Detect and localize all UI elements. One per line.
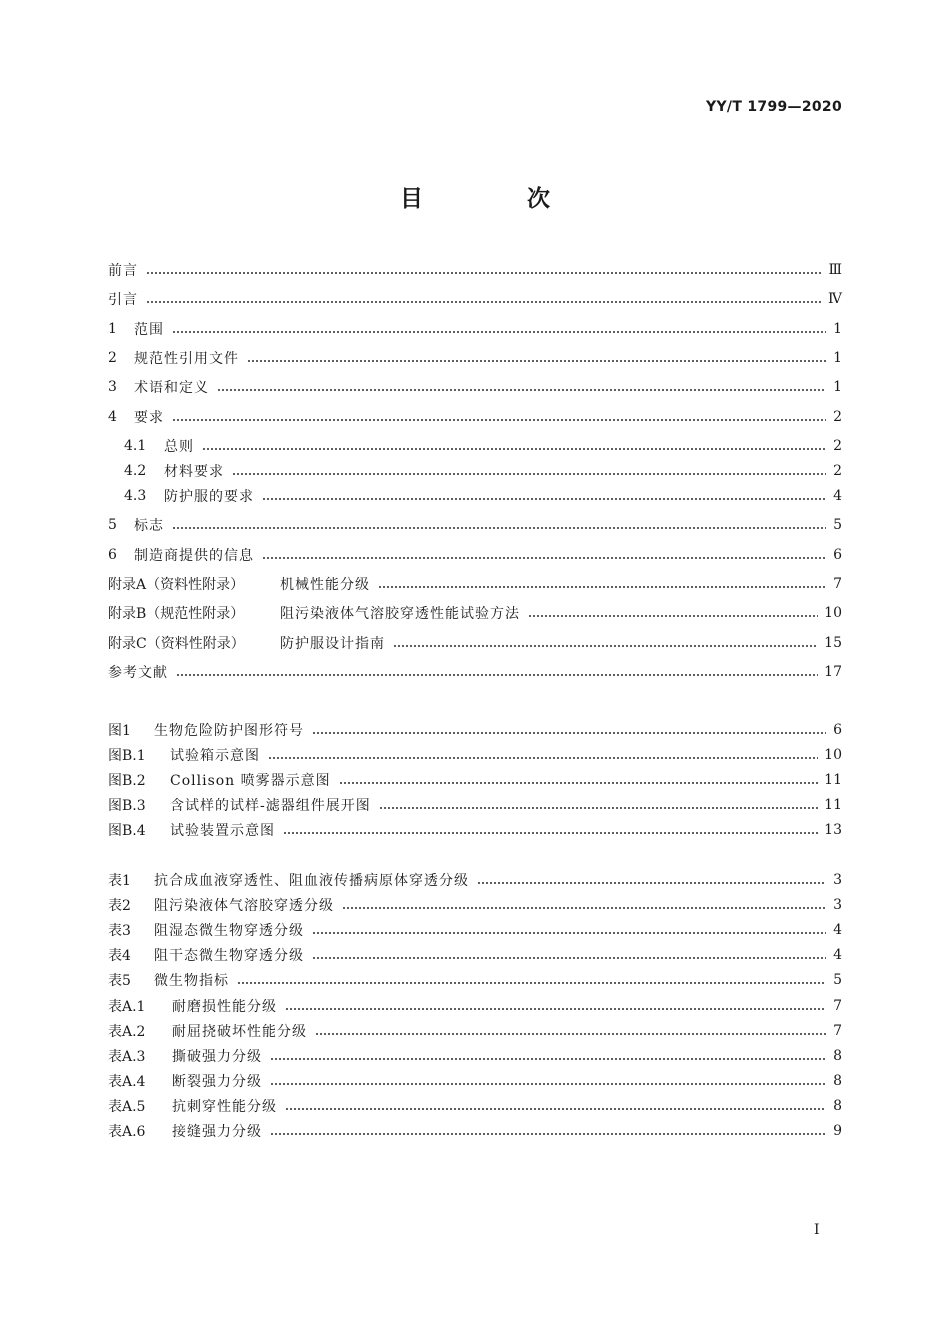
figure-label: 生物危险防护图形符号 (154, 723, 304, 739)
page-title: 目 次 (399, 186, 598, 212)
table-page: 5 (833, 972, 842, 988)
table-num: 表A.5 (108, 1099, 146, 1115)
toc-num: 4.2 (124, 463, 147, 479)
table-entry[interactable] (108, 869, 842, 891)
leader-dots (342, 907, 826, 909)
leader-dots (262, 557, 826, 559)
leader-dots (247, 360, 826, 362)
figure-page: 11 (824, 797, 842, 813)
toc-entry-4[interactable] (108, 406, 842, 428)
standard-code: YY/T 1799—2020 (706, 99, 842, 115)
toc-label: 范围 (134, 322, 164, 338)
table-label: 阻污染液体气溶胶穿透分级 (154, 898, 334, 914)
toc-page: 6 (833, 547, 842, 563)
table-page: 4 (833, 922, 842, 938)
toc-entry-4-3[interactable] (124, 485, 842, 507)
leader-dots (339, 782, 819, 784)
toc-page: 2 (833, 409, 842, 425)
figure-label: 含试样的试样-滤器组件展开图 (170, 798, 371, 814)
leader-dots (176, 674, 818, 676)
toc-label: 阻污染液体气溶胶穿透性能试验方法 (280, 606, 520, 622)
leader-dots (237, 982, 826, 984)
leader-dots (477, 882, 826, 884)
figure-page: 13 (824, 822, 842, 838)
toc-page: 5 (833, 517, 842, 533)
toc-page: 2 (833, 438, 842, 454)
toc-page: 1 (833, 321, 842, 337)
figure-page: 6 (833, 722, 842, 738)
figure-entry[interactable] (108, 769, 842, 791)
toc-page: 17 (824, 664, 842, 680)
toc-entry-bibliography[interactable] (108, 661, 842, 683)
leader-dots (232, 473, 826, 475)
table-num: 表5 (108, 973, 131, 989)
figure-entry[interactable] (108, 794, 842, 816)
toc-page: 15 (824, 635, 842, 651)
toc-entry-1[interactable] (108, 318, 842, 340)
figure-label: Collison 喷雾器示意图 (170, 773, 331, 789)
table-num: 表A.3 (108, 1049, 146, 1065)
toc-entry-preface[interactable] (108, 259, 842, 281)
toc-label: 术语和定义 (134, 380, 209, 396)
leader-dots (285, 1108, 826, 1110)
toc-entry-annex-c[interactable] (108, 632, 842, 654)
table-num: 表A.2 (108, 1024, 146, 1040)
figure-num: 图B.1 (108, 748, 146, 764)
table-entry[interactable] (108, 944, 842, 966)
leader-dots (217, 389, 826, 391)
table-label: 抗合成血液穿透性、阻血液传播病原体穿透分级 (154, 873, 469, 889)
leader-dots (312, 957, 826, 959)
table-label: 阻湿态微生物穿透分级 (154, 923, 304, 939)
figure-num: 图B.4 (108, 823, 146, 839)
table-page: 7 (833, 998, 842, 1014)
toc-label: 机械性能分级 (280, 577, 370, 593)
figure-entry[interactable] (108, 744, 842, 766)
leader-dots (146, 301, 822, 303)
toc-page: 7 (833, 576, 842, 592)
leader-dots (528, 615, 818, 617)
leader-dots (172, 419, 826, 421)
toc-label: 引言 (108, 292, 138, 308)
table-entry[interactable] (108, 969, 842, 991)
toc-label: 参考文献 (108, 665, 168, 681)
table-num: 表3 (108, 923, 131, 939)
leader-dots (270, 1083, 826, 1085)
figure-entry[interactable] (108, 819, 842, 841)
toc-page: 10 (824, 605, 842, 621)
table-entry[interactable] (108, 894, 842, 916)
toc-num: 4.1 (124, 438, 147, 454)
table-num: 表A.1 (108, 999, 146, 1015)
toc-entry-annex-a[interactable] (108, 573, 842, 595)
toc-page: Ⅲ (828, 262, 842, 278)
leader-dots (378, 586, 826, 588)
table-page: 3 (833, 872, 842, 888)
toc-page: 2 (833, 463, 842, 479)
toc-num: 附录C（资料性附录） (108, 636, 245, 652)
toc-label: 材料要求 (164, 464, 224, 480)
table-entry[interactable] (108, 1070, 842, 1092)
figure-label: 试验装置示意图 (170, 823, 275, 839)
toc-page: 4 (833, 488, 842, 504)
toc-num: 3 (108, 379, 117, 395)
toc-label: 前言 (108, 263, 138, 279)
leader-dots (202, 448, 826, 450)
leader-dots (379, 807, 818, 809)
toc-entry-2[interactable] (108, 347, 842, 369)
toc-page: 1 (833, 379, 842, 395)
leader-dots (270, 1058, 826, 1060)
table-label: 抗刺穿性能分级 (172, 1099, 277, 1115)
toc-num: 1 (108, 321, 117, 337)
leader-dots (270, 1133, 826, 1135)
leader-dots (146, 272, 822, 274)
table-label: 微生物指标 (154, 973, 229, 989)
table-entry[interactable] (108, 919, 842, 941)
toc-num: 6 (108, 547, 117, 563)
footer-page-number: I (814, 1222, 820, 1238)
table-num: 表2 (108, 898, 131, 914)
figure-num: 图1 (108, 723, 131, 739)
toc-label: 防护服的要求 (164, 489, 254, 505)
table-num: 表1 (108, 873, 131, 889)
figure-num: 图B.3 (108, 798, 146, 814)
toc-entry-4-2[interactable] (124, 460, 842, 482)
table-page: 8 (833, 1073, 842, 1089)
toc-label: 要求 (134, 410, 164, 426)
toc-label: 防护服设计指南 (280, 636, 385, 652)
toc-num: 4.3 (124, 488, 147, 504)
table-page: 8 (833, 1048, 842, 1064)
leader-dots (283, 832, 818, 834)
table-label: 耐屈挠破坏性能分级 (172, 1024, 307, 1040)
table-page: 9 (833, 1123, 842, 1139)
toc-label: 制造商提供的信息 (134, 548, 254, 564)
table-entry[interactable] (108, 995, 842, 1017)
toc-entry-introduction[interactable] (108, 288, 842, 310)
leader-dots (393, 645, 818, 647)
figure-entry[interactable] (108, 719, 842, 741)
table-page: 4 (833, 947, 842, 963)
leader-dots (172, 527, 826, 529)
toc-entry-annex-b[interactable] (108, 602, 842, 624)
toc-num: 附录B（规范性附录） (108, 606, 245, 622)
table-num: 表A.6 (108, 1124, 146, 1140)
leader-dots (312, 732, 826, 734)
toc-label: 总则 (164, 439, 194, 455)
figure-page: 10 (824, 747, 842, 763)
leader-dots (312, 932, 826, 934)
toc-label: 标志 (134, 518, 164, 534)
table-entry[interactable] (108, 1020, 842, 1042)
table-label: 耐磨损性能分级 (172, 999, 277, 1015)
leader-dots (262, 498, 826, 500)
table-num: 表4 (108, 948, 131, 964)
leader-dots (172, 331, 826, 333)
toc-page: 1 (833, 350, 842, 366)
table-page: 3 (833, 897, 842, 913)
toc-entry-5[interactable] (108, 514, 842, 536)
table-page: 8 (833, 1098, 842, 1114)
toc-entry-4-1[interactable] (124, 435, 842, 457)
table-label: 撕破强力分级 (172, 1049, 262, 1065)
toc-label: 规范性引用文件 (134, 351, 239, 367)
table-label: 阻干态微生物穿透分级 (154, 948, 304, 964)
toc-num: 附录A（资料性附录） (108, 577, 245, 593)
figure-label: 试验箱示意图 (170, 748, 260, 764)
table-label: 断裂强力分级 (172, 1074, 262, 1090)
toc-num: 2 (108, 350, 117, 366)
table-page: 7 (833, 1023, 842, 1039)
table-entry[interactable] (108, 1095, 842, 1117)
table-entry[interactable] (108, 1045, 842, 1067)
toc-num: 5 (108, 517, 117, 533)
leader-dots (268, 757, 818, 759)
leader-dots (315, 1033, 826, 1035)
leader-dots (285, 1008, 826, 1010)
toc-num: 4 (108, 409, 117, 425)
toc-entry-6[interactable] (108, 544, 842, 566)
table-entry[interactable] (108, 1120, 842, 1142)
figure-num: 图B.2 (108, 773, 146, 789)
figure-page: 11 (824, 772, 842, 788)
table-label: 接缝强力分级 (172, 1124, 262, 1140)
table-num: 表A.4 (108, 1074, 146, 1090)
toc-page: Ⅳ (828, 291, 842, 307)
toc-entry-3[interactable] (108, 376, 842, 398)
